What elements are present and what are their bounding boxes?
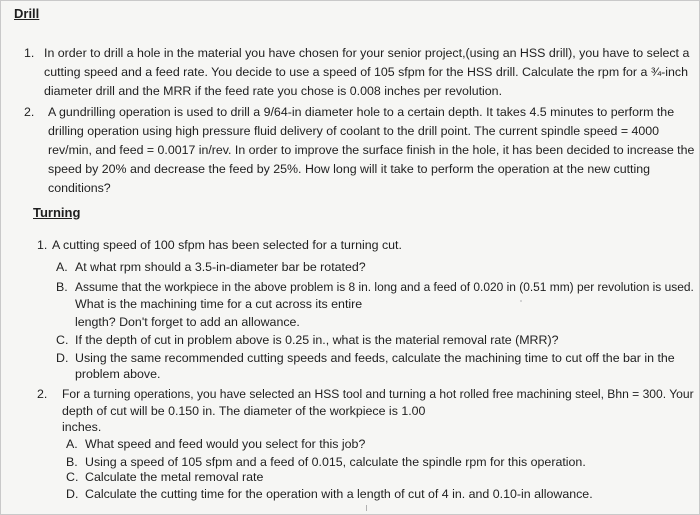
turning-q1-text: A cutting speed of 100 sfpm has been selected for a turning cut. (52, 238, 402, 252)
drill-q2-line: A gundrilling operation is used to drill a 9/64-in diameter hole to a certain depth. It takes 4.5 minutes to perform the (48, 105, 675, 119)
turning-q2-part-text: Calculate the cutting time for the operation with a length of cut of 4 in. and 0.10-in allowance. (85, 487, 593, 501)
turning-q1-part-text: problem above. (75, 367, 161, 381)
drill-q2-line: speed by 20% and decrease the feed by 25%. How long will it take to perform the operation at the new cutting (48, 162, 650, 176)
turning-q1-part-label: B. (56, 280, 68, 294)
drill-q1-line: diameter drill and the MRR if the feed rate you chose is 0.008 inches per revolution. (44, 84, 503, 98)
turning-q1-part-text: What is the machining time for a cut across its entire (75, 297, 363, 311)
turning-q1-part-text: Assume that the workpiece in the above problem is 8 in. long and a feed of 0.020 in (0.51 mm) per revolution is used. (75, 280, 694, 294)
stray-mark (520, 300, 522, 302)
turning-q1-part-text: Using the same recommended cutting speeds and feeds, calculate the machining time to cut off the bar in the (75, 351, 675, 365)
turning-q2-part-label: A. (66, 437, 78, 451)
turning-q1-number: 1. (37, 238, 48, 252)
drill-q1-line: In order to drill a hole in the material you have chosen for your senior project,(using an HSS drill), you have to select a (44, 46, 690, 60)
turning-q1-part-text: If the depth of cut in problem above is 0.25 in., what is the material removal rate (MRR)? (75, 333, 559, 347)
turning-q1-part-text: At what rpm should a 3.5-in-diameter bar be rotated? (75, 260, 366, 274)
turning-heading: Turning (33, 205, 81, 220)
turning-q2-part-text: Using a speed of 105 sfpm and a feed of 0.015, calculate the spindle rpm for this operation. (85, 455, 586, 469)
drill-q2-line: drilling operation using high pressure fluid delivery of coolant to the drill point. The current spindle speed = 4000 (48, 124, 660, 138)
drill-q2-number: 2. (24, 105, 35, 119)
drill-q2-line: conditions? (48, 181, 111, 195)
turning-q2-line: For a turning operations, you have selected an HSS tool and turning a hot rolled free machining steel, Bhn = 300. Your (62, 387, 694, 401)
turning-q1-part-label: A. (56, 260, 68, 274)
turning-q2-number: 2. (37, 387, 48, 401)
drill-q2-line: rev/min, and feed = 0.0017 in/rev. In order to improve the surface finish in the hole, it has been decided to increase the (48, 143, 695, 157)
turning-q2-part-label: D. (66, 487, 79, 501)
turning-q2-part-label: B. (66, 455, 78, 469)
drill-q1-number: 1. (24, 46, 35, 60)
turning-q2-line: depth of cut will be 0.150 in. The diameter of the workpiece is 1.00 (62, 404, 426, 418)
turning-q2-part-text: What speed and feed would you select for this job? (85, 437, 366, 451)
turning-q1-part-text: length? Don't forget to add an allowance. (75, 315, 300, 329)
text-cursor (366, 505, 367, 511)
drill-q1-line: cutting speed and a feed rate. You decide to use a speed of 105 sfpm for the HSS drill. Calculate the rpm for a ¾-inch (44, 65, 689, 79)
drill-heading: Drill (14, 6, 40, 21)
turning-q1-part-label: D. (56, 351, 69, 365)
turning-q2-line: inches. (62, 420, 102, 434)
turning-q2-part-label: C. (66, 470, 79, 484)
turning-q1-part-label: C. (56, 333, 69, 347)
turning-q2-part-text: Calculate the metal removal rate (85, 470, 264, 484)
